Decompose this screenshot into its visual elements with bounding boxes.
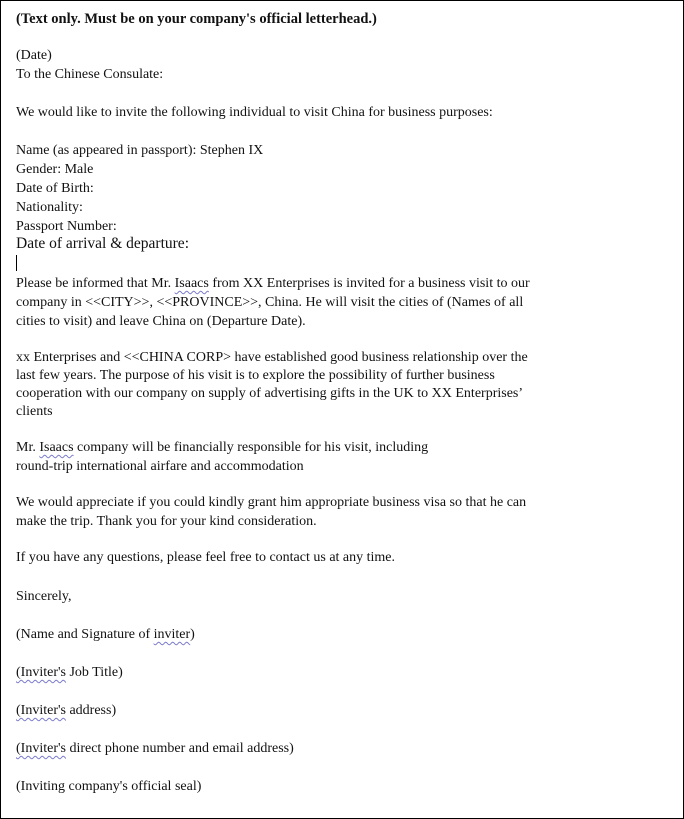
intro-text: We would like to invite the following individual to visit China for business purposes: [16, 105, 493, 120]
sig-seal: (Inviting company's official seal) [16, 779, 202, 794]
detail-passport: Passport Number: [16, 219, 117, 234]
para1-line2: company in <<CITY>>, <<PROVINCE>>, China. He will visit the cities of (Names of all [16, 295, 524, 310]
para4-line2: make the trip. Thank you for your kind consideration. [16, 514, 317, 529]
closing: Sincerely, [16, 589, 72, 604]
detail-nationality: Nationality: [16, 200, 83, 215]
misspelled-word: (Inviter's [16, 703, 66, 718]
para3-line2: round-trip international airfare and accommodation [16, 459, 304, 474]
para2-line4: clients [16, 404, 53, 419]
detail-gender: Gender: Male [16, 162, 94, 177]
sig-name: (Name and Signature of inviter) [16, 627, 195, 642]
para2-line1: xx Enterprises and <<CHINA CORP> have established good business relationship over the [16, 350, 528, 365]
date-placeholder: (Date) [16, 48, 52, 63]
detail-name: Name (as appeared in passport): Stephen IX [16, 143, 264, 158]
sig-contact: (Inviter's direct phone number and email address) [16, 741, 294, 756]
para3-line1: Mr. Isaacs company will be financially responsible for his visit, including [16, 440, 429, 455]
misspelled-word: (Inviter's [16, 665, 66, 680]
para5: If you have any questions, please feel free to contact us at any time. [16, 550, 396, 565]
letterhead-note: (Text only. Must be on your company's official letterhead.) [16, 11, 377, 27]
misspelled-word: inviter [153, 627, 191, 642]
misspelled-word: Isaacs [174, 276, 209, 291]
salutation: To the Chinese Consulate: [16, 67, 164, 82]
para4-line1: We would appreciate if you could kindly grant him appropriate business visa so that he can [16, 495, 527, 510]
misspelled-word: Isaacs [39, 440, 74, 455]
sig-job-title: (Inviter's Job Title) [16, 665, 123, 680]
para2-line3: cooperation with our company on supply of advertising gifts in the UK to XX Enterprises’ [16, 386, 524, 401]
para1-line1: Please be informed that Mr. Isaacs from XX Enterprises is invited for a business visit to our [16, 276, 530, 291]
sig-address: (Inviter's address) [16, 703, 117, 718]
detail-dob: Date of Birth: [16, 181, 94, 196]
detail-arrival-departure: Date of arrival & departure: [16, 235, 189, 252]
text-cursor [16, 255, 17, 271]
para2-line2: last few years. The purpose of his visit is to explore the possibility of further business [16, 368, 495, 383]
misspelled-word: (Inviter's [16, 741, 66, 756]
para1-line3: cities to visit) and leave China on (Departure Date). [16, 314, 306, 329]
